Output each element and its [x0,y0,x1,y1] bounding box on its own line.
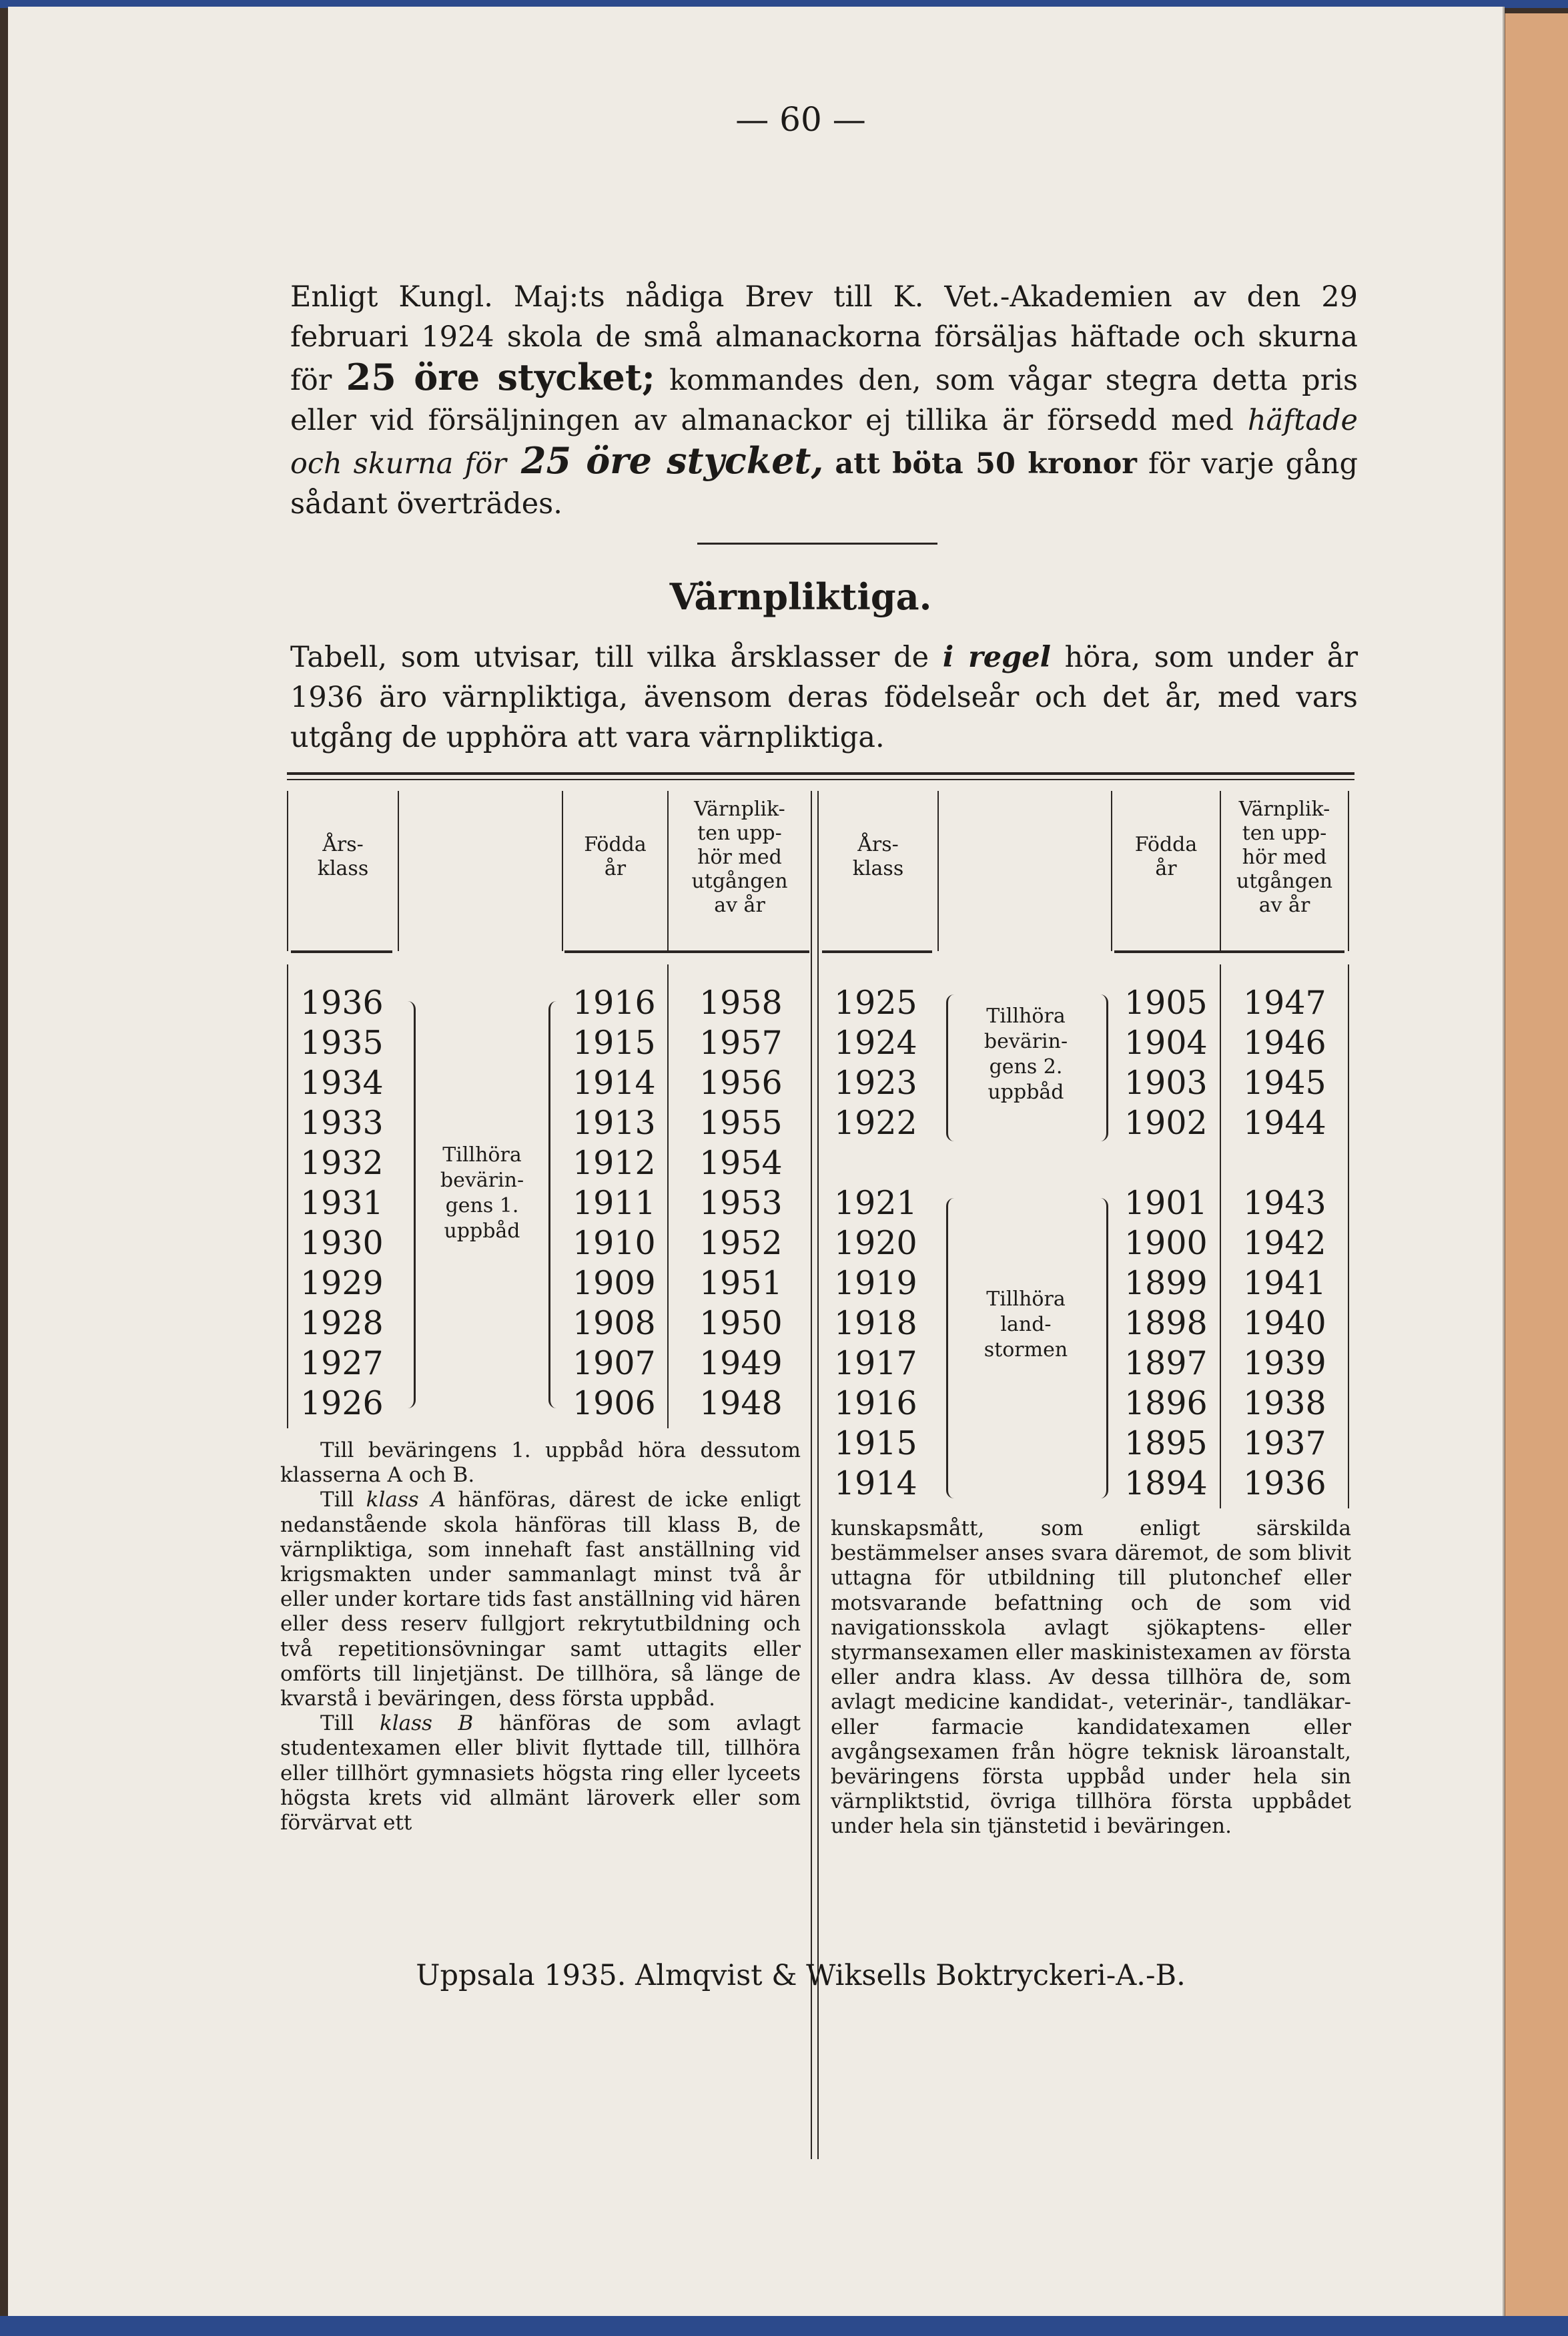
table-cell: 1896 [1124,1384,1208,1422]
table-vline [1348,791,1349,951]
table-cell: 1941 [1243,1264,1326,1302]
section-divider [697,543,937,545]
section-title: Värnpliktiga. [669,575,932,618]
group-line: stormen [984,1338,1068,1362]
group-label-1-uppbad [417,1143,547,1244]
table-cell: 1908 [572,1304,656,1342]
group-line: gens 2. [989,1055,1063,1079]
section-text-1: Tabell, som utvisar, till vilka årsklasser de [290,641,943,674]
table-cell: 1897 [1124,1344,1208,1382]
table-cell: 1916 [572,984,656,1022]
footnote-paragraph [280,1488,801,1711]
brace-right-top-open [946,994,960,1141]
table-cell: 1906 [572,1384,656,1422]
header-line: utgången [691,870,788,893]
table-body-vline [287,964,288,1428]
column-upphor-right-top [1243,983,1326,1143]
table-cell: 1944 [1243,1104,1326,1142]
table-cell: 1940 [1243,1304,1326,1342]
header-line: Födda [1134,833,1198,856]
table-cell: 1901 [1124,1184,1208,1222]
header-line: år [1155,857,1177,880]
header-line: hör med [1242,846,1327,869]
table-cell: 1895 [1124,1424,1208,1462]
group-line: Tillhöra [986,1287,1066,1311]
brace-right-top-close [1094,994,1108,1141]
intro-text-3 [823,447,835,481]
column-upphor-left [699,983,783,1424]
section-text-2: höra, som under år 1936 äro värnpliktiga, ävensom deras födelseår och det år, med vars utgång de upphöra att vara värnpliktiga. [290,641,1358,754]
table-cell: 1938 [1243,1384,1326,1422]
header-line: ten upp- [1242,822,1327,845]
footnote-text: Till [320,1488,366,1512]
column-arsklass-right-bottom [834,1183,917,1504]
table-cell: 1928 [300,1304,384,1342]
table-cell: 1915 [572,1024,656,1062]
group-line: Tillhöra [442,1143,522,1167]
table-center-vline [817,791,819,2159]
table-cell: 1924 [834,1024,917,1062]
header-rule [291,950,392,953]
table-cell: 1917 [834,1344,917,1382]
intro-price-bold: 25 öre stycket; [346,356,655,398]
table-cell: 1925 [834,984,917,1022]
table-cell: 1919 [834,1264,917,1302]
group-label-landstormen [961,1287,1091,1363]
table-cell: 1899 [1124,1264,1208,1302]
table-center-vline [811,791,812,2159]
header-varnplikt-right [1221,798,1348,918]
table-cell: 1900 [1124,1224,1208,1262]
header-fodda-left [563,833,667,881]
column-upphor-right-bottom [1243,1183,1326,1504]
table-top-rule-thin [287,779,1354,780]
table-cell: 1920 [834,1224,917,1262]
footnote-text: hänföras, därest de icke enligt nedanstående skola hänföras till klass B, de värnpliktiga, som innehaft fast anställning vid krigsmakten under sammanlagt minst två år eller under kortare tids fast anställning vid hären eller dess reserv fullgjort rekrytutbildning och två repetitionsövningar samt uttagits eller omförts till linjetjänst. De tillhöra, så länge de kvarstå i beväringen, dess första uppbåd. [280,1488,801,1711]
table-cell: 1912 [572,1144,656,1182]
table-cell: 1904 [1124,1024,1208,1062]
group-line: bevärin- [984,1030,1068,1053]
table-cell: 1933 [300,1104,384,1142]
table-cell: 1894 [1124,1464,1208,1502]
header-line: ten upp- [697,822,782,845]
intro-fine-bold: att böta 50 kronor [835,447,1137,481]
header-line: Års- [322,833,364,856]
table-cell: 1935 [300,1024,384,1062]
table-cell: 1936 [300,984,384,1022]
brace-right-bottom-open [946,1198,960,1498]
table-cell: 1910 [572,1224,656,1262]
column-arsklass-right-top [834,983,917,1143]
column-arsklass-left [300,983,384,1424]
table-cell: 1949 [699,1344,783,1382]
header-line: Födda [584,833,647,856]
page-number: — 60 — [735,100,866,139]
table-body-vline [1220,964,1221,1508]
table-cell: 1898 [1124,1304,1208,1342]
table-body-vline [667,964,669,1428]
intro-italic: häftade och skurna för [290,404,1358,481]
scan-bottom-band [0,2316,1568,2336]
brace-left-close [548,1001,564,1408]
table-cell: 1927 [300,1344,384,1382]
table-cell: 1957 [699,1024,783,1062]
table-cell: 1956 [699,1064,783,1102]
footnote-paragraph [280,1711,801,1835]
table-cell: 1958 [699,984,783,1022]
header-line: klass [852,857,904,880]
table-cell: 1914 [834,1464,917,1502]
table-cell: 1934 [300,1064,384,1102]
book-page-edge [1503,13,1568,2336]
group-line: uppbåd [988,1081,1064,1104]
header-arsklass-left [288,833,398,881]
header-varnplikt-left [669,798,811,918]
table-cell: 1952 [699,1224,783,1262]
header-fodda-right [1112,833,1220,881]
table-cell: 1902 [1124,1104,1208,1142]
header-rule [564,950,809,953]
group-line: Tillhöra [986,1004,1066,1028]
table-cell: 1923 [834,1064,917,1102]
header-line: hör med [697,846,782,869]
intro-text-2: kommandes den, som vågar stegra detta pris eller vid försäljningen av almanackor ej tillika är försedd med [290,364,1358,437]
table-vline [398,791,399,951]
brace-left-open [400,1001,416,1408]
table-cell: 1946 [1243,1024,1326,1062]
table-cell: 1947 [1243,984,1326,1022]
column-fodda-right-top [1124,983,1208,1143]
intro-price-bold-italic: 25 öre stycket, [506,439,824,482]
intro-text-4: för varje gång sådant överträdes. [290,447,1358,521]
table-top-rule [287,772,1354,775]
section-paragraph [290,637,1358,758]
table-cell: 1930 [300,1224,384,1262]
table-cell: 1939 [1243,1344,1326,1382]
table-cell: 1922 [834,1104,917,1142]
header-line: av år [714,894,765,917]
table-cell: 1936 [1243,1464,1326,1502]
header-line: år [604,857,627,880]
table-cell: 1929 [300,1264,384,1302]
footnote-text: hänföras de som avlagt studentexamen eller blivit flyttade till, tillhöra eller tillhört gymnasiets högsta ring eller lyceets högsta krets vid allmänt läroverk eller som förvärvat ett [280,1711,801,1835]
header-arsklass-right [819,833,937,881]
table-cell: 1909 [572,1264,656,1302]
table-cell: 1937 [1243,1424,1326,1462]
table-cell: 1943 [1243,1184,1326,1222]
brace-right-bottom-close [1094,1198,1108,1498]
table-cell: 1903 [1124,1064,1208,1102]
printer-footer: Uppsala 1935. Almqvist & Wiksells Boktryckeri-A.-B. [416,1959,1186,1992]
header-line: Års- [857,833,899,856]
table-cell: 1932 [300,1144,384,1182]
intro-paragraph [290,277,1358,524]
group-label-2-uppbad [961,1004,1091,1105]
header-line: av år [1258,894,1310,917]
header-rule [822,950,932,953]
header-line: Värnplik- [694,798,785,821]
footnote-left-column [280,1438,801,1835]
header-line: Värnplik- [1238,798,1330,821]
table-cell: 1921 [834,1184,917,1222]
table-cell: 1915 [834,1424,917,1462]
header-line: klass [317,857,369,880]
table-vline [937,791,939,951]
table-cell: 1942 [1243,1224,1326,1262]
column-fodda-left [572,983,656,1424]
group-line: gens 1. [445,1194,519,1217]
section-italic: i regel [942,641,1051,674]
header-line: utgången [1236,870,1333,893]
table-cell: 1950 [699,1304,783,1342]
group-line: land- [1000,1313,1052,1336]
table-cell: 1951 [699,1264,783,1302]
group-line: uppbåd [444,1219,520,1243]
footnote-right-column [831,1516,1351,1839]
table-cell: 1948 [699,1384,783,1422]
group-line: bevärin- [440,1169,524,1192]
table-cell: 1916 [834,1384,917,1422]
table-cell: 1955 [699,1104,783,1142]
column-fodda-right-bottom [1124,1183,1208,1504]
footnote-class-a: klass A [366,1488,446,1512]
table-cell: 1954 [699,1144,783,1182]
footnote-text: Till [320,1711,380,1736]
table-cell: 1911 [572,1184,656,1222]
intro-text-1: Enligt Kungl. Maj:ts nådiga Brev till K. Vet.-Akademien av den 29 februari 1924 skola de små almanackorna försäljas häftade och skurna för [290,280,1358,397]
table-body-vline [1348,964,1349,1508]
header-rule [1114,950,1344,953]
footnote-paragraph: Till beväringens 1. uppbåd höra dessutom klasserna A och B. [280,1438,801,1488]
table-cell: 1953 [699,1184,783,1222]
table-cell: 1913 [572,1104,656,1142]
table-cell: 1914 [572,1064,656,1102]
table-cell: 1905 [1124,984,1208,1022]
table-cell: 1945 [1243,1064,1326,1102]
table-cell: 1918 [834,1304,917,1342]
footnote-paragraph: kunskapsmått, som enligt särskilda bestämmelser anses svara däremot, de som blivit uttagna för utbildning till plutonchef eller motsvarande befattning och de som vid navigationsskola avlagt sjökaptens- eller styrmansexamen eller maskinistexamen av första eller andra klass. Av dessa tillhöra de, som avlagt medicine kandidat-, veterinär-, tandläkar- eller farmacie kandidatexamen eller avgångsexamen från högre teknisk läroanstalt, beväringens första uppbåd under hela sin värnpliktstid, övriga tillhöra första uppbådet under hela sin tjänstetid i beväringen. [831,1516,1351,1839]
footnote-class-b: klass B [379,1711,474,1736]
table-cell: 1926 [300,1384,384,1422]
table-cell: 1931 [300,1184,384,1222]
table-cell: 1907 [572,1344,656,1382]
